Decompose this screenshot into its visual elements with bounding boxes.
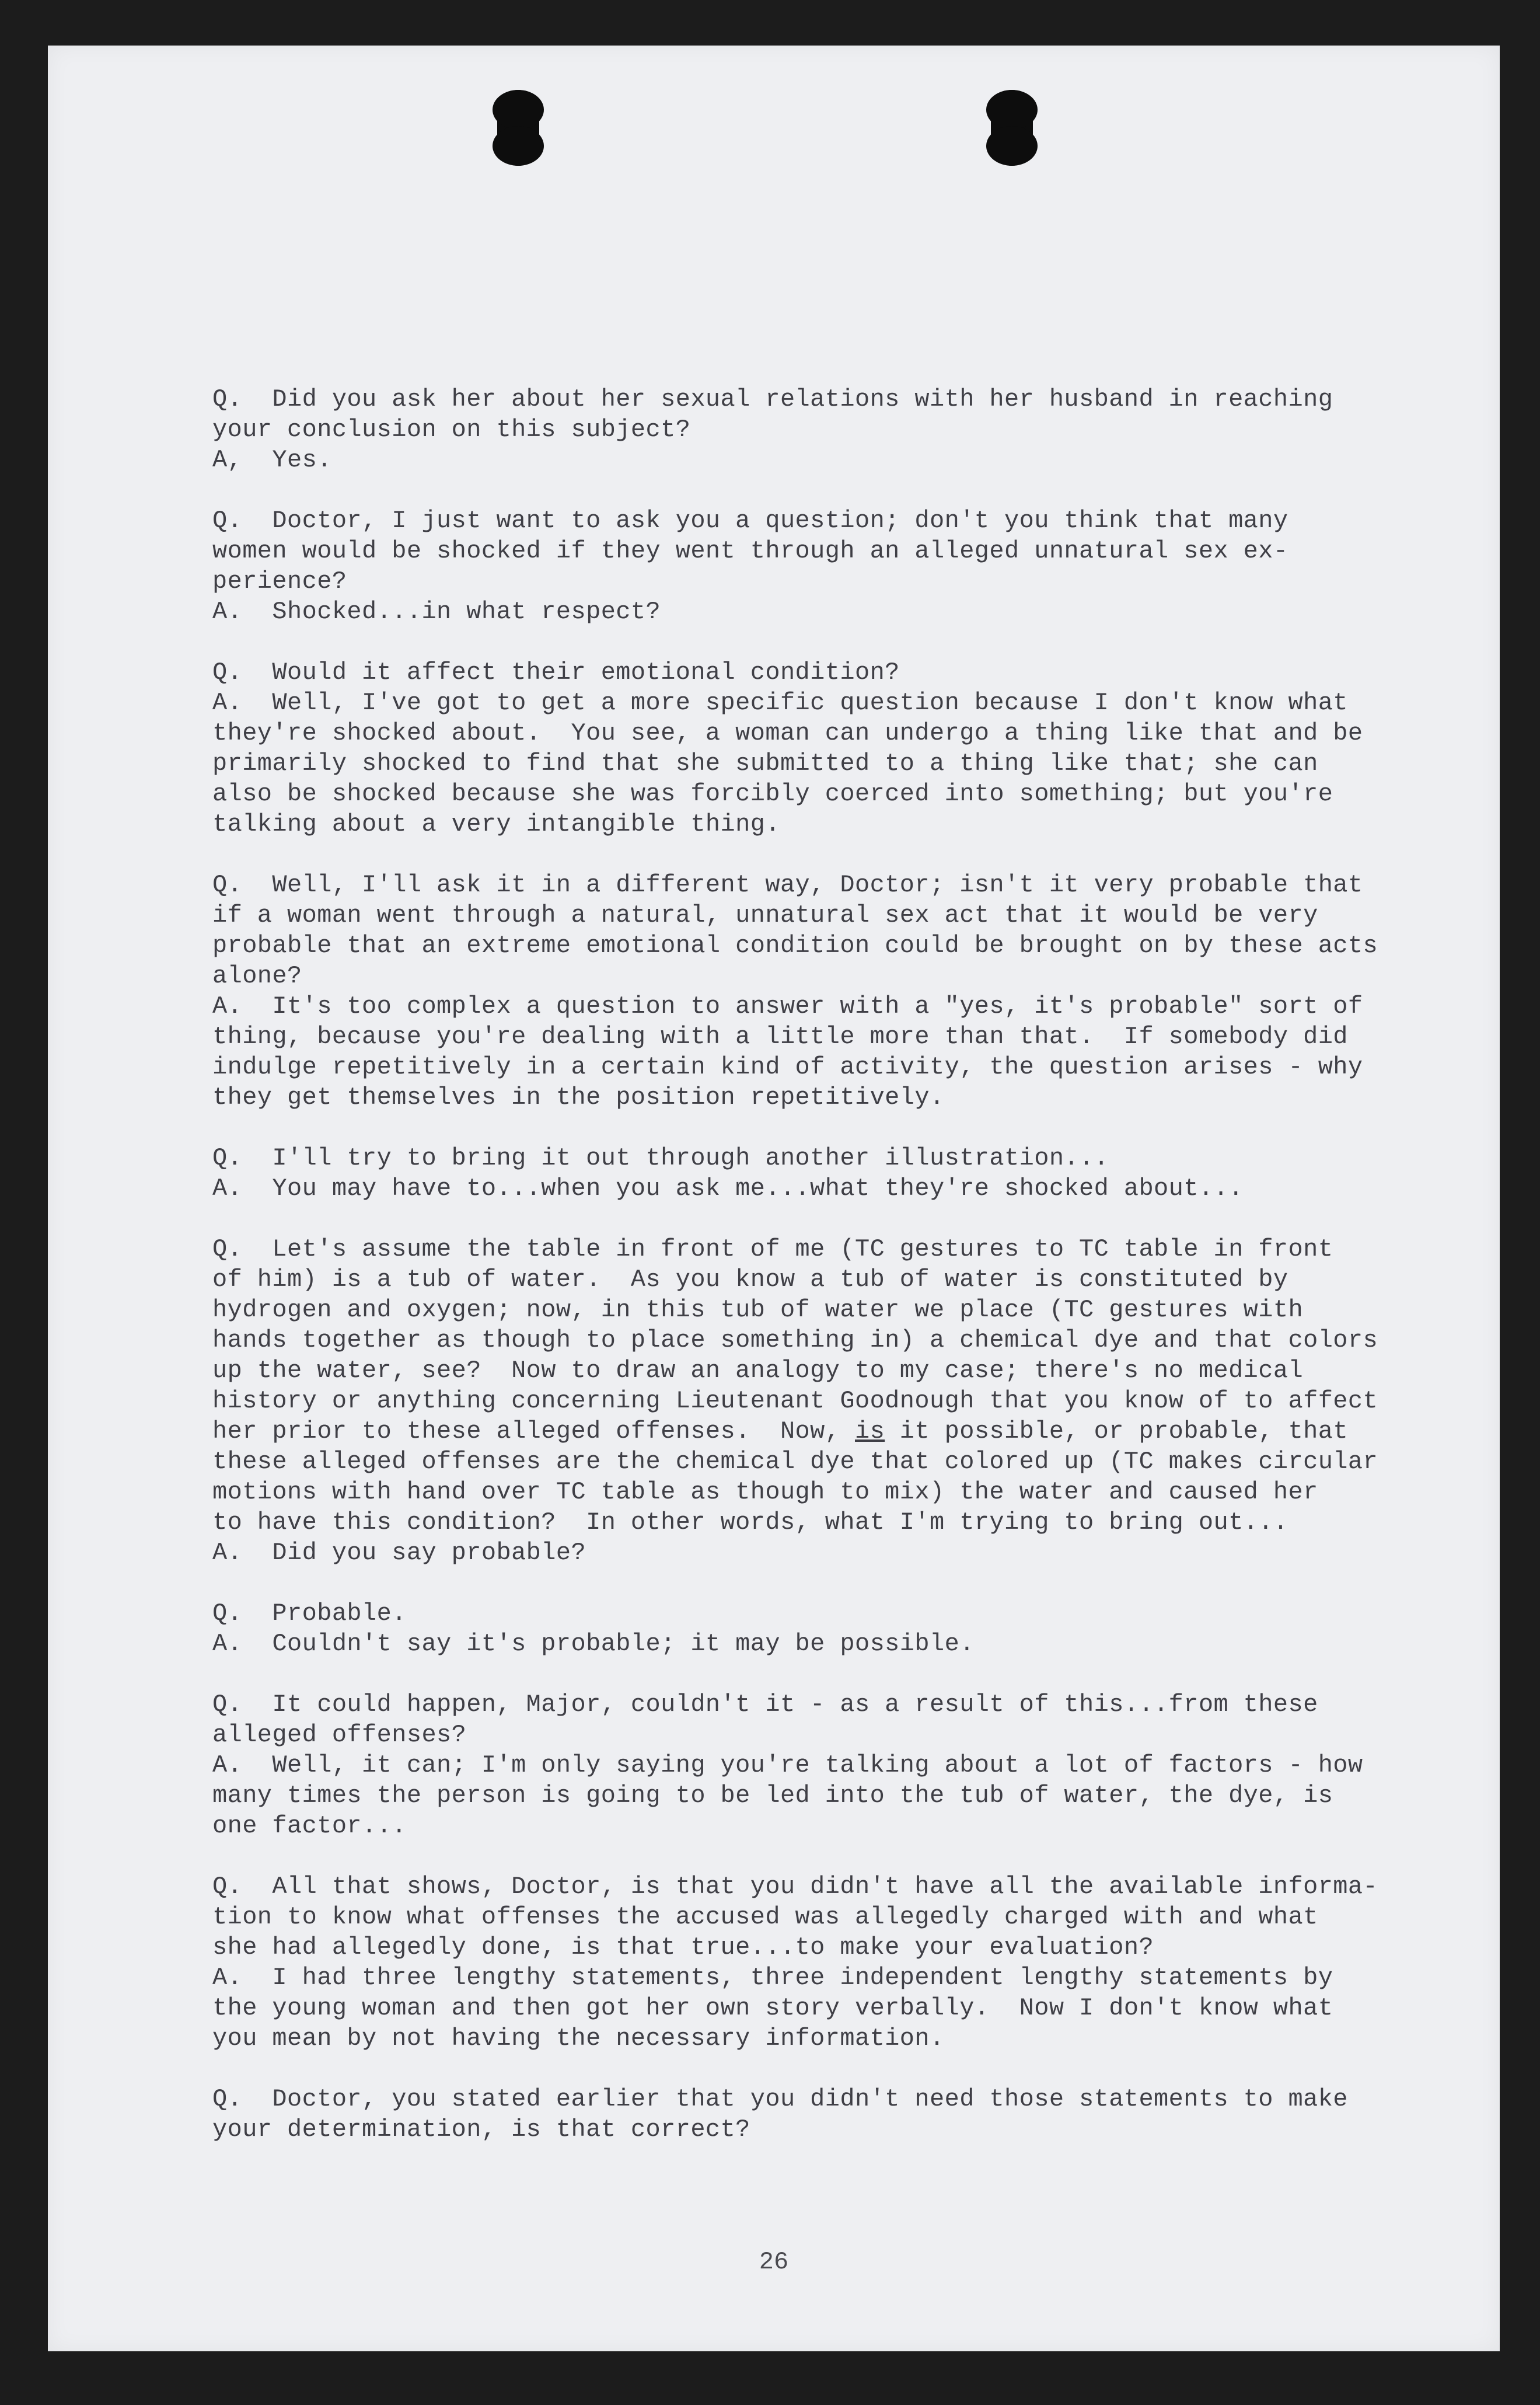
transcript-line: also be shocked because she was forcibly coerced into something; but you're [212,780,1333,808]
qa-block [212,1234,1444,1568]
transcript-line: perience? [212,567,347,595]
transcript-line: many times the person is going to be led into the tub of water, the dye, is [212,1782,1333,1810]
transcript-line: talking about a very intangible thing. [212,810,780,838]
transcript-line: A. I had three lengthy statements, three independent lengthy statements by [212,1964,1333,1992]
transcript-line: alone? [212,962,302,990]
transcript-line: up the water, see? Now to draw an analogy to my case; there's no medical [212,1357,1304,1385]
transcript-line: motions with hand over TC table as though to mix) the water and caused her [212,1478,1318,1506]
transcript-line: probable that an extreme emotional condition could be brought on by these acts [212,932,1378,960]
transcript-body [212,384,1444,2175]
transcript-line: A. Did you say probable? [212,1539,586,1567]
qa-block [212,657,1444,839]
transcript-line: of him) is a tub of water. As you know a tub of water is constituted by [212,1266,1288,1294]
transcript-line: A, Yes. [212,446,332,474]
transcript-line: women would be shocked if they went through an alleged unnatural sex ex- [212,537,1288,565]
qa-block [212,506,1444,627]
document-page [48,46,1500,2351]
transcript-line: Q. Probable. [212,1599,407,1627]
transcript-line: thing, because you're dealing with a little more than that. If somebody did [212,1023,1348,1051]
transcript-line: A. It's too complex a question to answer with a "yes, it's probable" sort of [212,992,1363,1020]
transcript-line: Q. Let's assume the table in front of me (TC gestures to TC table in front [212,1235,1333,1263]
transcript-line: alleged offenses? [212,1721,467,1749]
transcript-line: they get themselves in the position repetitively. [212,1083,945,1111]
transcript-line: Q. Doctor, I just want to ask you a question; don't you think that many [212,507,1288,535]
transcript-line: one factor... [212,1812,407,1840]
transcript-line: Q. Doctor, you stated earlier that you didn't need those statements to make [212,2085,1348,2113]
transcript-line: hands together as though to place something in) a chemical dye and that colors [212,1326,1378,1354]
qa-block [212,1689,1444,1841]
emphasis-underline: is [854,1417,885,1445]
qa-block [212,1598,1444,1659]
transcript-line: indulge repetitively in a certain kind of activity, the question arises - why [212,1053,1363,1081]
transcript-line: hydrogen and oxygen; now, in this tub of water we place (TC gestures with [212,1296,1304,1324]
transcript-line: tion to know what offenses the accused was allegedly charged with and what [212,1903,1318,1931]
transcript-line: your conclusion on this subject? [212,416,691,444]
transcript-line: her prior to these alleged offenses. Now, is it possible, or probable, that [212,1417,1348,1445]
transcript-line: these alleged offenses are the chemical dye that colored up (TC makes circular [212,1448,1378,1476]
qa-block [212,1871,1444,2054]
qa-block [212,384,1444,475]
transcript-line: they're shocked about. You see, a woman can undergo a thing like that and be [212,719,1363,747]
qa-block [212,2084,1444,2145]
qa-block [212,870,1444,1113]
transcript-line: your determination, is that correct? [212,2115,750,2143]
transcript-line: to have this condition? In other words, what I'm trying to bring out... [212,1508,1288,1536]
transcript-line: A. Shocked...in what respect? [212,598,661,626]
punch-hole-right [991,90,1033,166]
transcript-line: A. Well, I've got to get a more specific question because I don't know what [212,689,1348,717]
transcript-line: the young woman and then got her own story verbally. Now I don't know what [212,1994,1333,2022]
transcript-line: primarily shocked to find that she submitted to a thing like that; she can [212,750,1318,778]
transcript-line: if a woman went through a natural, unnatural sex act that it would be very [212,901,1318,929]
transcript-line: Q. All that shows, Doctor, is that you didn't have all the available informa- [212,1873,1378,1901]
punch-hole-left [497,90,539,166]
transcript-line: she had allegedly done, is that true...to make your evaluation? [212,1933,1154,1961]
transcript-line: A. Well, it can; I'm only saying you're talking about a lot of factors - how [212,1751,1363,1779]
qa-block [212,1143,1444,1204]
transcript-line: A. Couldn't say it's probable; it may be possible. [212,1630,975,1658]
transcript-line: A. You may have to...when you ask me...what they're shocked about... [212,1174,1244,1202]
transcript-line: Q. I'll try to bring it out through another illustration... [212,1144,1109,1172]
transcript-line: Q. It could happen, Major, couldn't it - as a result of this...from these [212,1691,1318,1719]
transcript-line: history or anything concerning Lieutenant Goodnough that you know of to affect [212,1387,1378,1415]
transcript-line: Q. Would it affect their emotional condition? [212,658,900,686]
transcript-line: you mean by not having the necessary information. [212,2024,945,2052]
transcript-line: Q. Well, I'll ask it in a different way, Doctor; isn't it very probable that [212,871,1363,899]
page-number: 26 [759,2248,789,2276]
transcript-line: Q. Did you ask her about her sexual relations with her husband in reaching [212,385,1333,413]
